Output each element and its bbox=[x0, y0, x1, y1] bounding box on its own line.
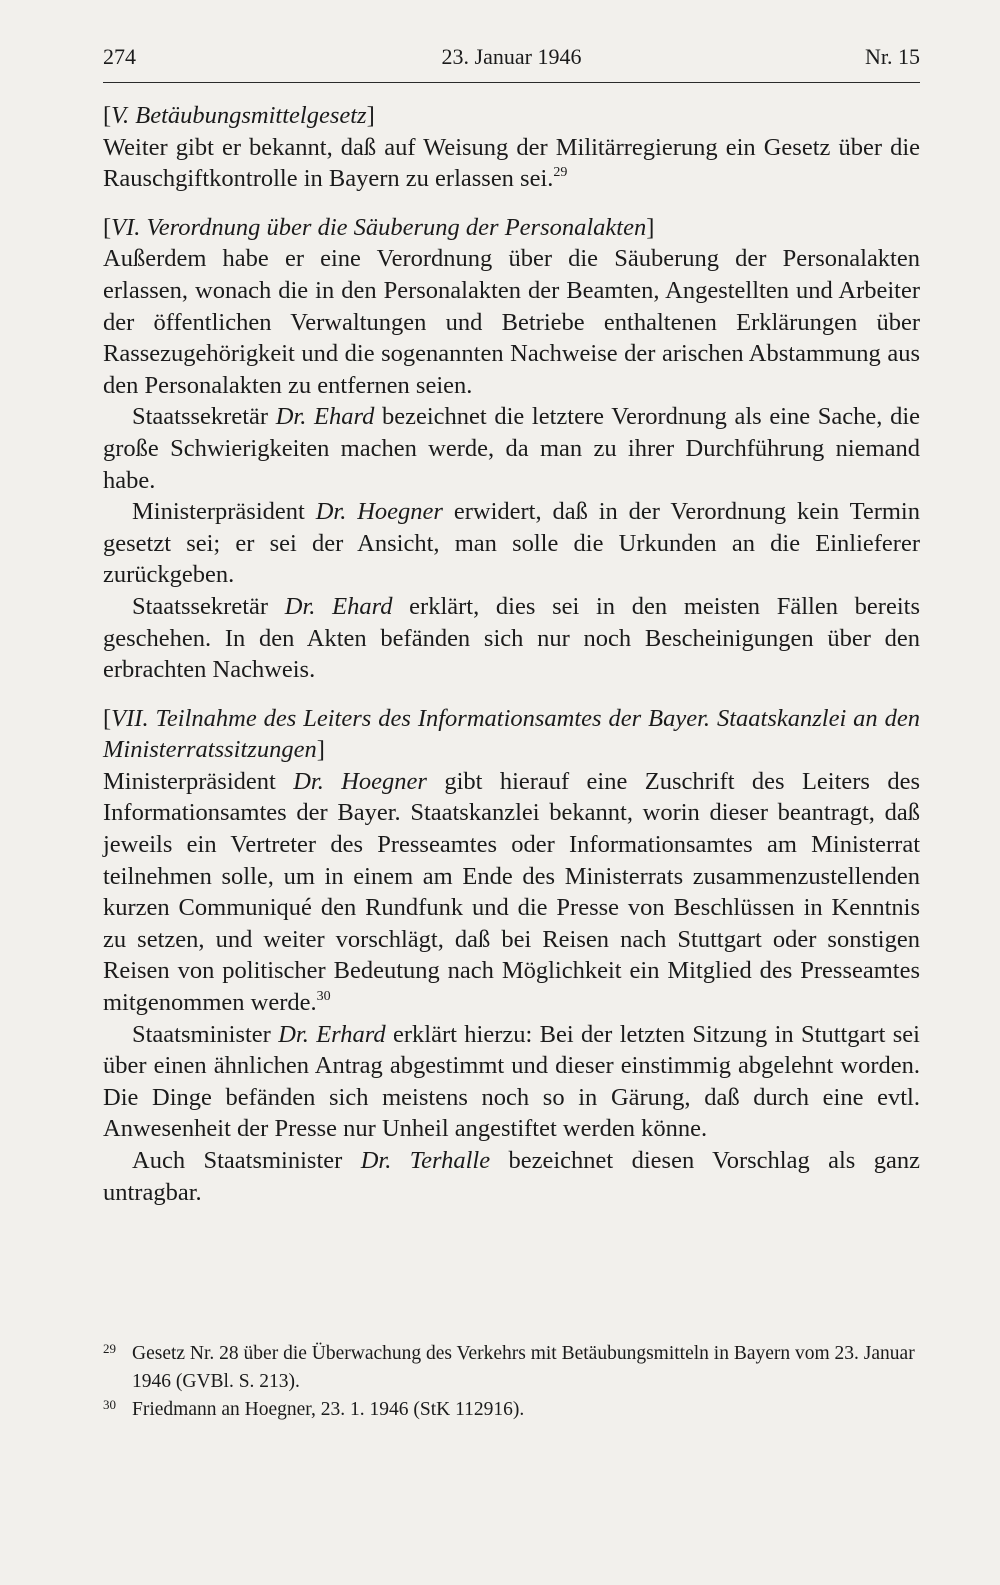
footnote-ref: 30 bbox=[316, 989, 331, 1005]
header-rule bbox=[103, 82, 920, 83]
paragraph: Staatssekretär Dr. Ehard erklärt, dies sei in den meisten Fällen bereits geschehen. In den Akten befänden sich nur noch Bescheinigungen über den erbrachten Nachweis. bbox=[103, 592, 920, 684]
paragraph: Staatsminister Dr. Erhard erklärt hierzu: Bei der letzten Sitzung in Stuttgart sei über einen ähnlichen Antrag abgestimmt und dieser einstimmig abgelehnt worden. Die Dinge befänden sich meistens noch so in Gärung, daß durch eine evtl. Anwesenheit der Presse nur Unheil angestiftet werden könne. bbox=[103, 1020, 920, 1143]
running-header bbox=[103, 44, 920, 74]
paragraph: Staatssekretär Dr. Ehard bezeichnet die letztere Verordnung als eine Sache, die große Schwierigkeiten machen werde, da man zu ihrer Durchführung niemand habe. bbox=[103, 403, 920, 494]
footnote-ref: 29 bbox=[553, 165, 568, 181]
spacer bbox=[103, 686, 920, 703]
paragraph: Auch Staatsminister Dr. Terhalle bezeichnet diesen Vorschlag als ganz untragbar. bbox=[103, 1147, 920, 1206]
paragraph: Ministerpräsident Dr. Hoegner erwidert, daß in der Verordnung kein Termin gesetzt sei; er sei der Ansicht, man solle die Urkunden an die Einlieferer zurückgeben. bbox=[103, 498, 920, 589]
main-text bbox=[103, 100, 920, 1208]
header-date: 23. Januar 1946 bbox=[441, 44, 582, 69]
issue-number: Nr. 15 bbox=[865, 44, 920, 69]
speaker-name: Dr. Hoegner bbox=[293, 767, 427, 795]
section-heading-vi: [VI. Verordnung über die Säuberung der Personalakten] bbox=[103, 213, 655, 241]
section-heading-vii: [VII. Teilnahme des Leiters des Informationsamtes der Bayer. Staatskanzlei an den Ministerratssitzungen] bbox=[103, 704, 920, 764]
paragraph: Außerdem habe er eine Verordnung über die Säuberung der Personalakten erlassen, wonach die in den Personalakten der Beamten, Angestellten und Arbeiter der öffentlichen Verwaltungen und Betriebe enthaltenen Erklärungen über Rassezugehörigkeit und die sogenannten Nachweise der arischen Abstammung aus den Personalakten zu entfernen seien. bbox=[103, 245, 920, 399]
page-number: 274 bbox=[103, 44, 136, 69]
speaker-name: Dr. Hoegner bbox=[315, 498, 443, 526]
spacer bbox=[103, 195, 920, 212]
section-heading-v: [V. Betäubungsmittelgesetz] bbox=[103, 102, 375, 129]
footnotes bbox=[103, 1340, 920, 1424]
speaker-name: Dr. Ehard bbox=[275, 403, 375, 431]
footnote-mark: 30 bbox=[103, 1397, 116, 1412]
footnote: 29 Gesetz Nr. 28 über die Überwachung des Verkehrs mit Betäubungsmitteln in Bayern vom 23. Januar 1946 (GVBl. S. 213). bbox=[103, 1340, 920, 1396]
speaker-name: Dr. Ehard bbox=[284, 592, 393, 620]
paragraph: Ministerpräsident Dr. Hoegner gibt hierauf eine Zuschrift des Leiters des Informationsamtes der Bayer. Staatskanzlei bekannt, worin dieser beantragt, daß jeweils ein Vertreter des Presseamtes oder Informationsamtes am Ministerrat teilnehmen solle, um in einem am Ende des Ministerrats zusammenzustellenden kurzen Communiqué den Rundfunk und die Presse von Beschlüssen in Kenntnis zu setzen, und weiter vorschlägt, daß bei Reisen nach Stuttgart oder sonstigen Reisen von politischer Bedeutung nach Möglichkeit ein Mitglied des Presseamtes mitgenommen werde.$^{30}$ bbox=[103, 767, 921, 1017]
speaker-name: Dr. Terhalle bbox=[360, 1147, 491, 1174]
speaker-name: Dr. Erhard bbox=[278, 1020, 386, 1048]
paragraph: Weiter gibt er bekannt, daß auf Weisung der Militärregierung ein Gesetz über die Rauschgiftkontrolle in Bayern zu erlassen sei.$^{29}$ bbox=[103, 133, 920, 193]
footnote: 30 Friedmann an Hoegner, 23. 1. 1946 (StK 112916). bbox=[103, 1396, 920, 1424]
footnote-mark: 29 bbox=[103, 1341, 116, 1356]
